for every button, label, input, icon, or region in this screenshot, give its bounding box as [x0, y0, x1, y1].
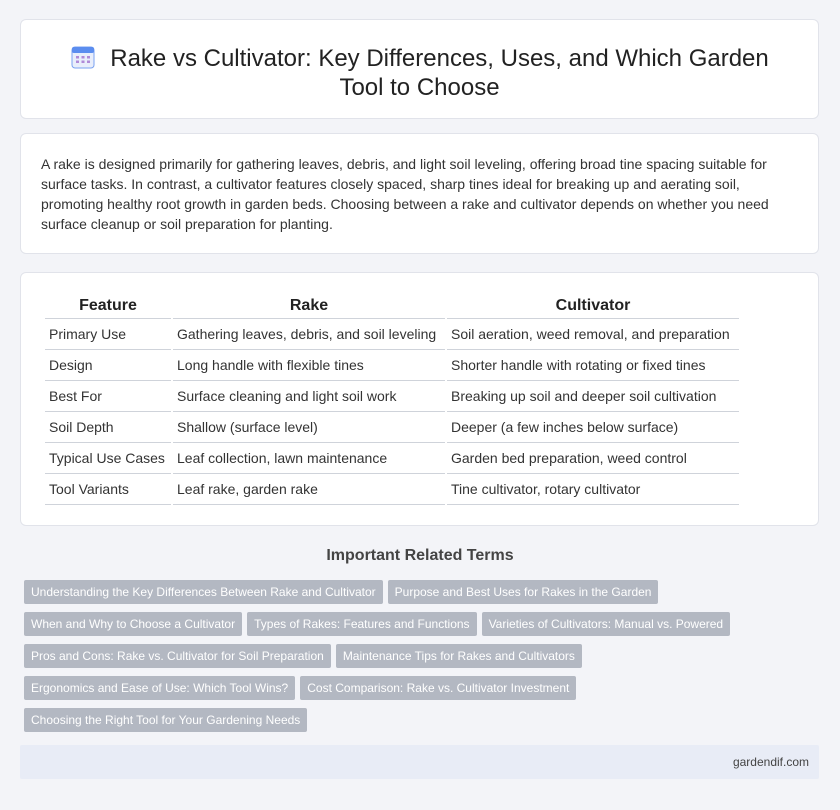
table-row — [45, 474, 739, 505]
table-row — [45, 412, 739, 443]
related-term-link[interactable]: When and Why to Choose a Cultivator — [24, 612, 242, 636]
cell-feature: Tool Variants — [45, 474, 171, 505]
tag-row — [24, 676, 744, 708]
cell-cultivator: Garden bed preparation, weed control — [447, 443, 739, 474]
cell-cultivator: Tine cultivator, rotary cultivator — [447, 474, 739, 505]
cell-cultivator: Soil aeration, weed removal, and preparation — [447, 319, 739, 350]
tag-row — [24, 580, 744, 612]
related-term-link[interactable]: Maintenance Tips for Rakes and Cultivators — [336, 644, 582, 668]
cell-feature: Best For — [45, 381, 171, 412]
cell-feature: Design — [45, 350, 171, 381]
cell-rake: Gathering leaves, debris, and soil leveling — [173, 319, 445, 350]
table-row — [45, 319, 739, 350]
tag-row — [24, 708, 744, 740]
cell-feature: Soil Depth — [45, 412, 171, 443]
related-terms-heading: Important Related Terms — [326, 547, 514, 564]
related-term-link[interactable]: Varieties of Cultivators: Manual vs. Powered — [482, 612, 731, 636]
table-header-row — [45, 295, 739, 319]
related-term-link[interactable]: Cost Comparison: Rake vs. Cultivator Investment — [300, 676, 576, 700]
table-row — [45, 443, 739, 474]
title-card — [20, 19, 819, 119]
related-term-link[interactable]: Pros and Cons: Rake vs. Cultivator for Soil Preparation — [24, 644, 331, 668]
related-term-link[interactable]: Types of Rakes: Features and Functions — [247, 612, 476, 636]
cell-feature: Primary Use — [45, 319, 171, 350]
related-term-link[interactable]: Ergonomics and Ease of Use: Which Tool Wins? — [24, 676, 295, 700]
cell-cultivator: Shorter handle with rotating or fixed tines — [447, 350, 739, 381]
cell-rake: Leaf rake, garden rake — [173, 474, 445, 505]
related-term-link[interactable]: Choosing the Right Tool for Your Gardening Needs — [24, 708, 307, 732]
related-terms-list — [24, 580, 744, 740]
related-term-link[interactable]: Purpose and Best Uses for Rakes in the Garden — [388, 580, 659, 604]
related-term-link[interactable]: Understanding the Key Differences Between Rake and Cultivator — [24, 580, 383, 604]
table-row — [45, 381, 739, 412]
comparison-table-card — [20, 272, 819, 526]
cell-rake: Shallow (surface level) — [173, 412, 445, 443]
intro-card — [20, 133, 819, 254]
cell-rake: Long handle with flexible tines — [173, 350, 445, 381]
intro-paragraph: A rake is designed primarily for gathering leaves, debris, and light soil leveling, offering broad tine spacing suitable for surface tasks. In contrast, a cultivator features closely spaced, sharp tines ideal for breaking up and aerating soil, promoting healthy root growth in garden beds. Choosing between a rake and cultivator depends on whether you need surface cleanup or soil preparation for planting. — [41, 156, 769, 232]
title-wrap — [51, 44, 788, 102]
site-link[interactable]: gardendif.com — [732, 755, 809, 769]
cell-feature: Typical Use Cases — [45, 443, 171, 474]
cell-rake: Surface cleaning and light soil work — [173, 381, 445, 412]
tag-row — [24, 612, 744, 644]
footer — [20, 745, 819, 779]
header-rake: Rake — [173, 295, 445, 319]
header-feature: Feature — [45, 295, 171, 319]
calendar-icon — [70, 44, 96, 70]
page-title: Rake vs Cultivator: Key Differences, Uses, and Which Garden Tool to Choose — [110, 45, 769, 101]
cell-rake: Leaf collection, lawn maintenance — [173, 443, 445, 474]
header-cultivator: Cultivator — [447, 295, 739, 319]
tag-row — [24, 644, 744, 676]
table-row — [45, 350, 739, 381]
cell-cultivator: Deeper (a few inches below surface) — [447, 412, 739, 443]
cell-cultivator: Breaking up soil and deeper soil cultivation — [447, 381, 739, 412]
comparison-table — [43, 295, 741, 505]
